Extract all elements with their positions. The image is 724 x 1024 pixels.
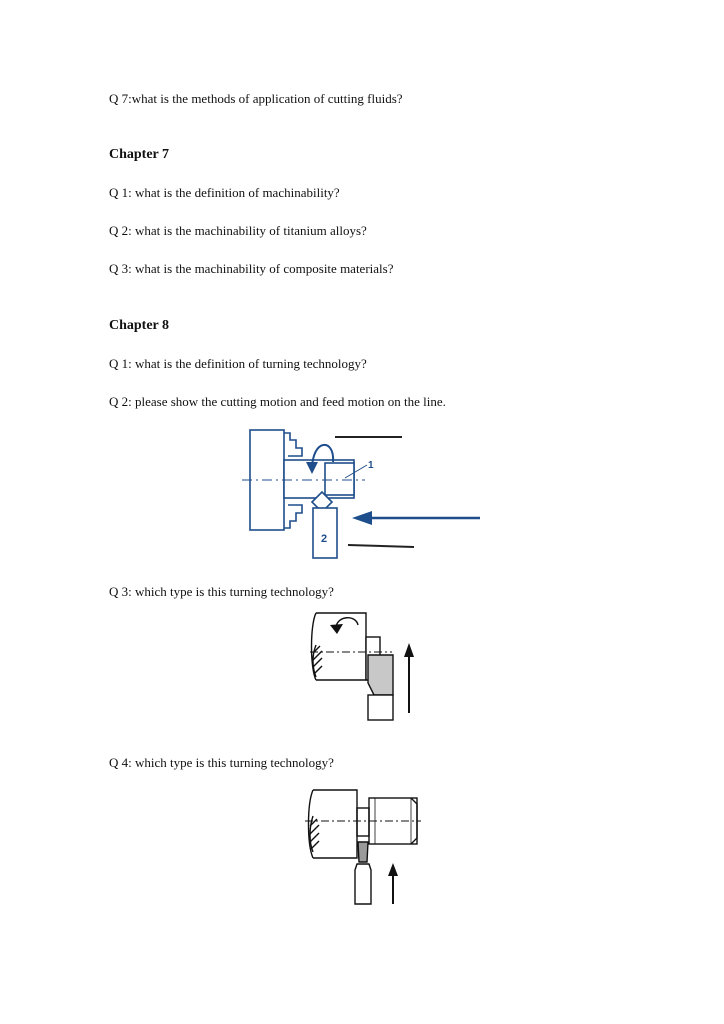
question-ch8-q4: Q 4: which type is this turning technology? <box>109 755 334 770</box>
chapter-7-heading: Chapter 7 <box>109 147 170 162</box>
facing-operation-diagram <box>310 605 420 723</box>
grooving-operation-diagram <box>305 786 425 908</box>
workpiece-label: 1 <box>368 460 374 471</box>
question-ch8-q1: Q 1: what is the definition of turning technology? <box>109 356 367 371</box>
turning-motion-diagram <box>240 418 485 563</box>
chapter-8-heading: Chapter 8 <box>109 318 170 333</box>
question-ch8-q2: Q 2: please show the cutting motion and feed motion on the line. <box>109 394 446 409</box>
tool-label: 2 <box>321 533 328 545</box>
question-ch7-q3: Q 3: what is the machinability of composite materials? <box>109 261 394 276</box>
question-ch7-q1: Q 1: what is the definition of machinability? <box>109 185 340 200</box>
question-ch8-q3: Q 3: which type is this turning technology? <box>109 584 334 599</box>
question-ch6-q7: Q 7:what is the methods of application of cutting fluids? <box>109 91 403 106</box>
question-ch7-q2: Q 2: what is the machinability of titanium alloys? <box>109 223 367 238</box>
